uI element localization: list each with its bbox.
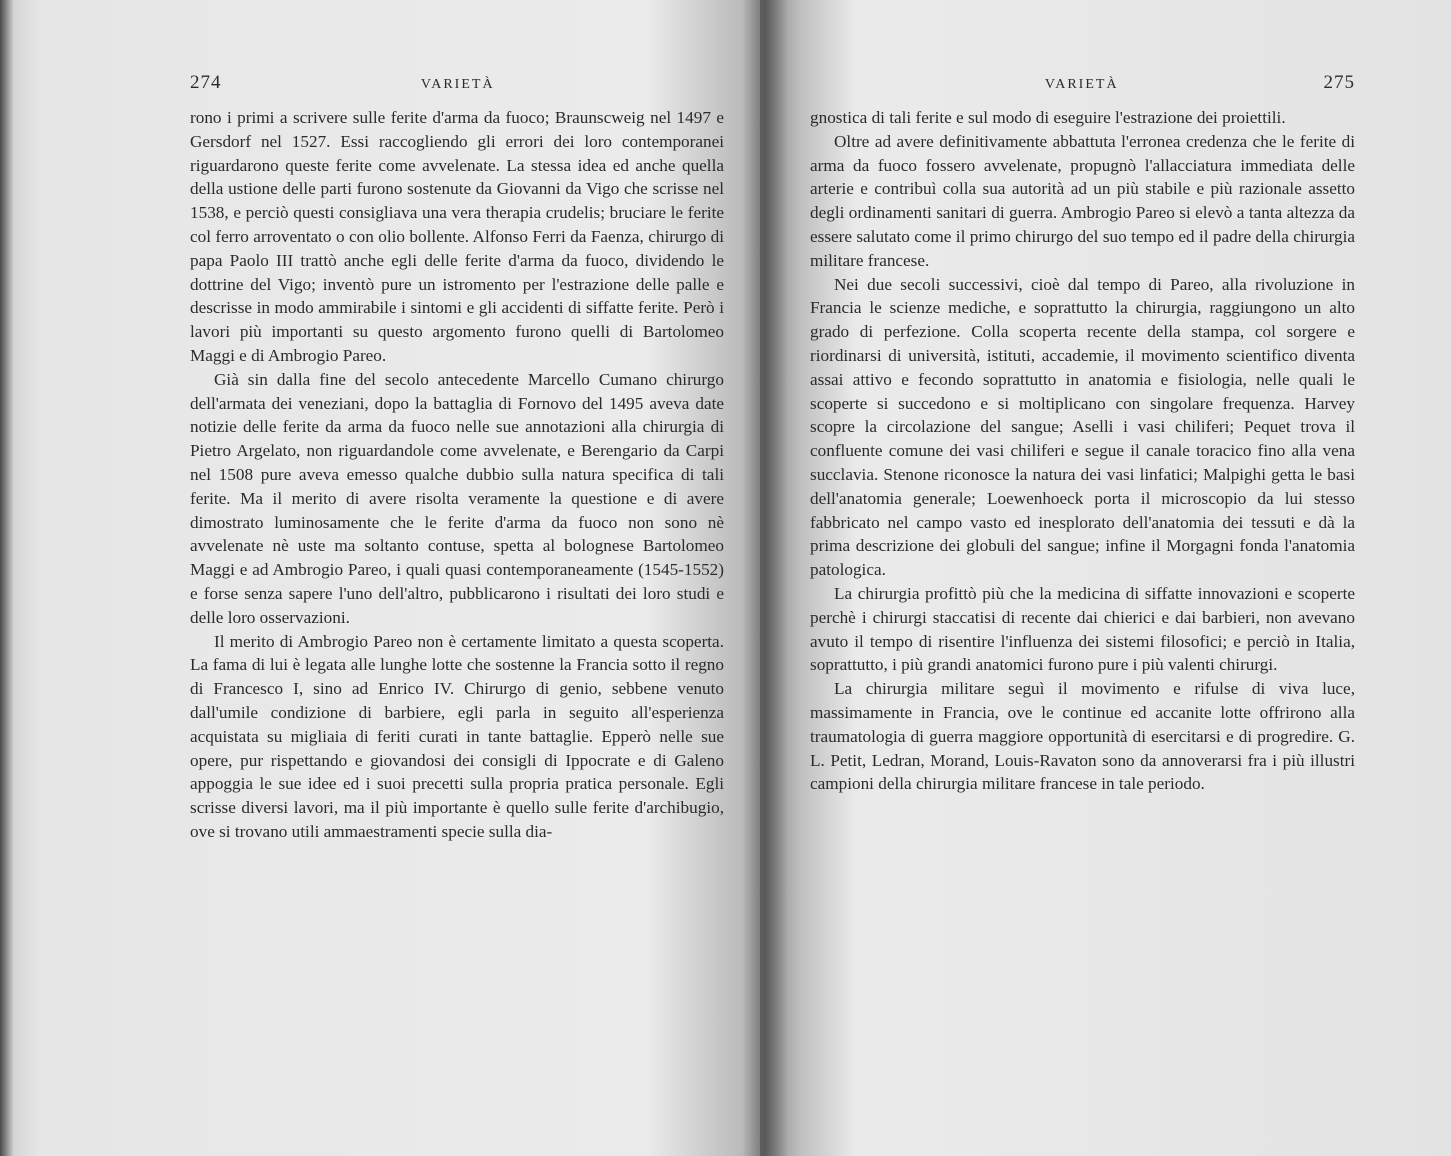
left-page-header <box>190 72 724 94</box>
paragraph: Già sin dalla fine del secolo antecedente Marcello Cumano chirurgo dell'armata dei veneziani, dopo la battaglia di Fornovo del 1495 aveva date notizie delle ferite da arma da fuoco nelle sue annotazioni alla chirurgia di Pietro Argelato, non riguardandole come avvelenate, e Berengario da Carpi nel 1508 pure aveva emesso qualche dubbio sulla natura specifica di tali ferite. Ma il merito di avere risolta veramente la questione e di avere dimostrato luminosamente che le ferite d'arma da fuoco non sono nè avvelenate nè uste ma soltanto contuse, spetta al bolognese Bartolomeo Maggi e ad Ambrogio Pareo, i quali quasi contemporaneamente (1545-1552) e forse senza sapere l'uno dell'altro, pubblicarono i risultati dei loro studi e delle loro osservazioni. <box>190 369 724 627</box>
right-page <box>760 0 1451 1156</box>
page-number: 274 <box>190 72 222 93</box>
paragraph: Nei due secoli successivi, cioè dal tempo di Pareo, alla rivoluzione in Francia le scienze mediche, e soprattutto la chirurgia, raggiungono un alto grado di perfezione. Colla scoperta recente della stampa, col sorgere e riordinarsi di università, istituti, accademie, il movimento scientifico diventa assai attivo e fecondo soprattutto in anatomia e fisiologia, nelle quali le scoperte si succedono e si moltiplicano con singolare frequenza. Harvey scopre la circolazione del sangue; Aselli i vasi chiliferi; Pequet trova il confluente comune dei vasi chiliferi e segue il canale toracico fino alla vena succlavia. Stenone riconosce la natura dei vasi linfatici; Malpighi getta le basi dell'anatomia generale; Loewenhoeck porta il microscopio da lui stesso fabbricato nel campo vasto ed inesplorato dell'anatomia dei tessuti e dà la prima descrizione dei globuli del sangue; infine il Morgagni fonda l'anatomia patologica. <box>810 274 1355 580</box>
running-head: VARIETÀ <box>1044 77 1119 92</box>
paragraph: gnostica di tali ferite e sul modo di eseguire l'estrazione dei proiettili. <box>810 108 1286 127</box>
right-page-header <box>810 72 1355 94</box>
running-head: VARIETÀ <box>420 77 495 92</box>
paragraph: Oltre ad avere definitivamente abbattuta l'erronea credenza che le ferite di arma da fuoco fossero avvelenate, propugnò l'allacciatura immediata delle arterie e contribuì colla sua autorità ad un più stabile e più razionale assetto degli ordinamenti sanitari di guerra. Ambrogio Pareo si elevò a tanta altezza da essere salutato come il primo chirurgo del suo tempo ed il padre della chirurgia militare francese. <box>810 131 1355 270</box>
paragraph: La chirurgia militare seguì il movimento e rifulse di viva luce, massimamente in Francia, ove le continue ed accanite lotte offrirono alla traumatologia di guerra maggiore opportunità di esercitarsi e di progredire. G. L. Petit, Ledran, Morand, Louis-Ravaton sono da annoverarsi fra i più illustri campioni della chirurgia militare francese in tale periodo. <box>810 679 1355 794</box>
page-number: 275 <box>1323 72 1355 93</box>
left-page-body <box>190 106 724 844</box>
paragraph: La chirurgia profittò più che la medicina di siffatte innovazioni e scoperte perchè i chirurgi staccatisi di recente dai chierici e dai barbieri, non avevano avuto il tempo di risentire l'influenza dei sistemi filosofici; e perciò in Italia, soprattutto, i più grandi anatomici furono pure i più valenti chirurgi. <box>810 583 1355 675</box>
paragraph: Il merito di Ambrogio Pareo non è certamente limitato a questa scoperta. La fama di lui è legata alle lunghe lotte che sostenne la Francia sotto il regno di Francesco I, sino ad Enrico IV. Chirurgo di genio, sebbene venuto dall'umile condizione di barbiere, egli parla in seguito all'esperienza acquistata su migliaia di feriti curati in tante battaglie. Epperò nelle sue opere, pur rispettando e giovandosi dei consigli di Ippocrate e di Galeno appoggia le sue idee ed i suoi precetti sulla propria pratica personale. Egli scrisse diversi lavori, ma il più importante è quello sulle ferite d'archibugio, ove si trovano utili ammaestramenti specie sulla dia- <box>190 631 724 841</box>
paragraph: rono i primi a scrivere sulle ferite d'arma da fuoco; Braunscweig nel 1497 e Gersdorf nel 1527. Essi raccogliendo gli errori dei loro contemporanei riguardarono queste ferite come avvelenate. La stessa idea ed anche quella della ustione delle parti furono sostenute da Giovanni da Vigo che scrisse nel 1538, e perciò questi consigliava una vera therapia crudelis; bruciare le ferite col ferro arroventato o con olio bollente. Alfonso Ferri da Faenza, chirurgo di papa Paolo III trattò anche egli delle ferite d'arma da fuoco, dividendo le dottrine del Vigo; inventò pure un istromento per l'estrazione delle palle e descrisse in modo ammirabile i sintomi e gli accidenti di siffatte ferite. Però i lavori più importanti su questo argomento furono quelli di Bartolomeo Maggi e di Ambrogio Pareo. <box>190 108 724 365</box>
right-page-body <box>810 106 1355 796</box>
